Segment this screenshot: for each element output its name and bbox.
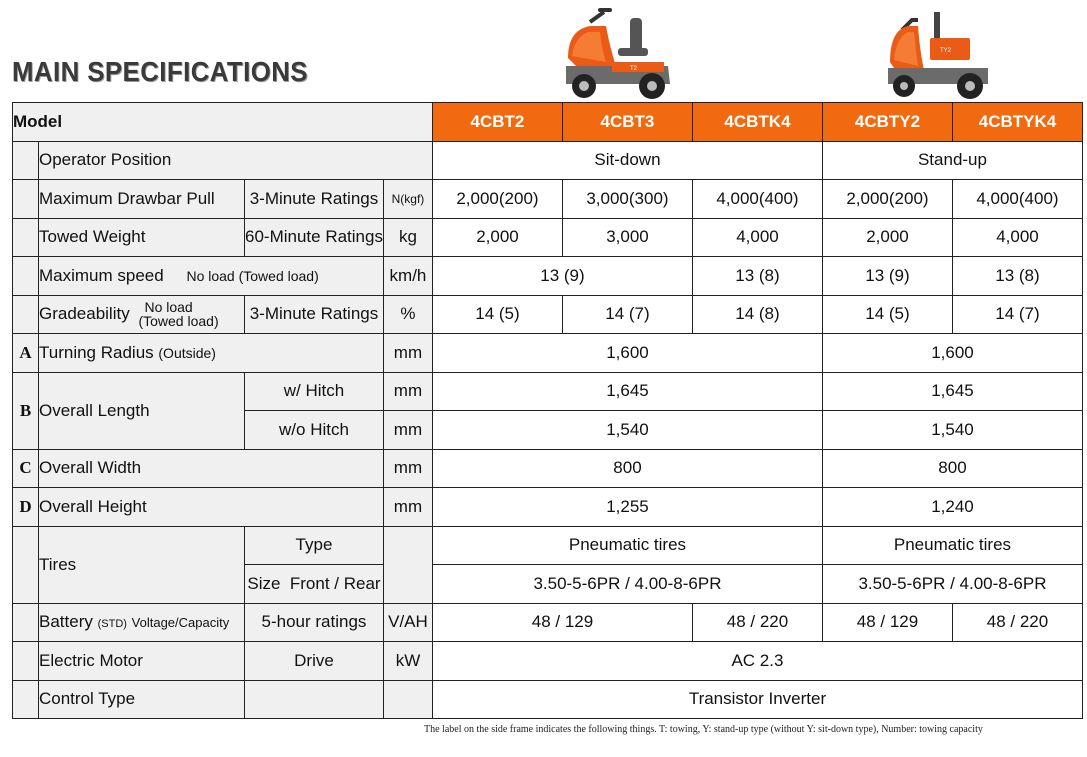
cell-value: Transistor Inverter (432, 680, 1082, 719)
sitdown-tractor-image (560, 8, 680, 100)
cell-value: 14 (5) (432, 295, 562, 334)
cell-value: 13 (8) (952, 257, 1082, 296)
towed-weight-row (13, 218, 1083, 257)
cell-value: 3,000(300) (562, 180, 692, 219)
row-condition: 5-hour ratings (245, 603, 384, 642)
row-label: Overall Length (39, 372, 245, 449)
cell-value: 2,000(200) (432, 180, 562, 219)
cell-value: 14 (8) (692, 295, 822, 334)
cell-value: 13 (8) (692, 257, 822, 296)
tires-row (13, 526, 1083, 565)
electric-motor-row (13, 642, 1083, 681)
row-condition: 3-Minute Ratings (245, 295, 384, 334)
sitdown-badge: T2 (630, 66, 638, 72)
cell-value: 48 / 129 (432, 603, 692, 642)
row-label: Tires (39, 526, 245, 603)
row-condition: No load (Towed load) (186, 267, 319, 284)
row-condition: Drive (245, 642, 384, 681)
row-condition-line: (Towed load) (138, 313, 219, 330)
cell-value: 4,000(400) (692, 180, 822, 219)
gradeability-row (13, 295, 1083, 334)
cell-value: 14 (7) (562, 295, 692, 334)
row-unit: mm (383, 411, 432, 450)
cell-value: 13 (9) (822, 257, 952, 296)
cell-value: Stand-up (822, 141, 1082, 180)
model-header: 4CBTK4 (692, 103, 822, 142)
row-label: Turning Radius (39, 342, 154, 362)
cell-value: 48 / 220 (952, 603, 1082, 642)
turning-radius-row (13, 334, 1083, 373)
cell-value: 13 (9) (432, 257, 692, 296)
row-condition: w/o Hitch (245, 411, 384, 450)
cell-value: 1,540 (822, 411, 1082, 450)
row-unit: kW (383, 642, 432, 681)
row-label: Towed Weight (39, 218, 245, 257)
row-unit: km/h (383, 257, 432, 296)
model-header: 4CBT2 (432, 103, 562, 142)
model-header: 4CBT3 (562, 103, 692, 142)
row-unit: mm (383, 488, 432, 527)
cell-value: 3.50-5-6PR / 4.00-8-6PR (822, 565, 1082, 604)
row-condition: Voltage/Capacity (131, 615, 230, 631)
cell-value: 48 / 220 (692, 603, 822, 642)
cell-value: 2,000 (822, 218, 952, 257)
row-label: Control Type (39, 680, 245, 719)
row-unit: % (383, 295, 432, 334)
row-condition: Size Front / Rear (245, 565, 384, 604)
row-condition: Type (245, 526, 384, 565)
overall-height-row (13, 488, 1083, 527)
cell-value: 14 (5) (822, 295, 952, 334)
cell-value: 800 (432, 449, 822, 488)
row-unit: kg (383, 218, 432, 257)
cell-value: AC 2.3 (432, 642, 1082, 681)
row-label: Overall Height (39, 488, 384, 527)
battery-row (13, 603, 1083, 642)
row-unit: mm (383, 334, 432, 373)
cell-value: Pneumatic tires (822, 526, 1082, 565)
dimension-letter: A (13, 334, 39, 373)
cell-value: 2,000 (432, 218, 562, 257)
cell-value: 1,240 (822, 488, 1082, 527)
operator-row (13, 141, 1083, 180)
speed-row (13, 257, 1083, 296)
overall-width-row (13, 449, 1083, 488)
row-unit: N(kgf) (383, 180, 432, 219)
model-header: 4CBTYK4 (952, 103, 1082, 142)
row-unit: V/AH (383, 603, 432, 642)
page-title: MAIN SPECIFICATIONS (12, 56, 308, 87)
cell-value: 1,540 (432, 411, 822, 450)
row-label: Maximum speed (39, 265, 164, 285)
overall-length-row (13, 372, 1083, 411)
cell-value: Pneumatic tires (432, 526, 822, 565)
row-label: Electric Motor (39, 642, 245, 681)
cell-value: 4,000 (952, 218, 1082, 257)
header-row (13, 103, 1083, 142)
row-label: Operator Position (39, 141, 433, 180)
specifications-table (12, 102, 1083, 719)
row-std: (STD) (97, 618, 127, 631)
standup-badge: TY2 (940, 48, 952, 54)
cell-value: 3.50-5-6PR / 4.00-8-6PR (432, 565, 822, 604)
cell-value: 1,255 (432, 488, 822, 527)
row-condition: 3-Minute Ratings (245, 180, 384, 219)
row-label: Gradeability (39, 304, 130, 324)
dimension-letter: D (13, 488, 39, 527)
cell-value: 1,600 (432, 334, 822, 373)
row-label: Overall Width (39, 449, 384, 488)
dimension-letter: B (13, 372, 39, 449)
cell-value: 14 (7) (952, 295, 1082, 334)
drawbar-row (13, 180, 1083, 219)
row-unit: mm (383, 449, 432, 488)
row-label: Battery (39, 612, 93, 632)
cell-value: Sit-down (432, 141, 822, 180)
row-label: Maximum Drawbar Pull (39, 180, 245, 219)
cell-value: 48 / 129 (822, 603, 952, 642)
cell-value: 3,000 (562, 218, 692, 257)
footnote: The label on the side frame indicates the following things. T: towing, Y: stand-up type (without Y: sit-down type), Number: towing capacity (424, 724, 983, 735)
row-unit: mm (383, 372, 432, 411)
cell-value: 4,000(400) (952, 180, 1082, 219)
dimension-letter: C (13, 449, 39, 488)
row-condition-line: No load (144, 299, 193, 316)
row-condition: 60-Minute Ratings (245, 218, 384, 257)
cell-value: 1,645 (432, 372, 822, 411)
cell-value: 2,000(200) (822, 180, 952, 219)
cell-value: 4,000 (692, 218, 822, 257)
model-label: Model (13, 103, 433, 142)
model-header: 4CBTY2 (822, 103, 952, 142)
cell-value: 800 (822, 449, 1082, 488)
cell-value: 1,645 (822, 372, 1082, 411)
control-type-row (13, 680, 1083, 719)
row-condition: (Outside) (158, 344, 216, 361)
standup-tractor-image (884, 12, 994, 100)
cell-value: 1,600 (822, 334, 1082, 373)
row-condition: w/ Hitch (245, 372, 384, 411)
